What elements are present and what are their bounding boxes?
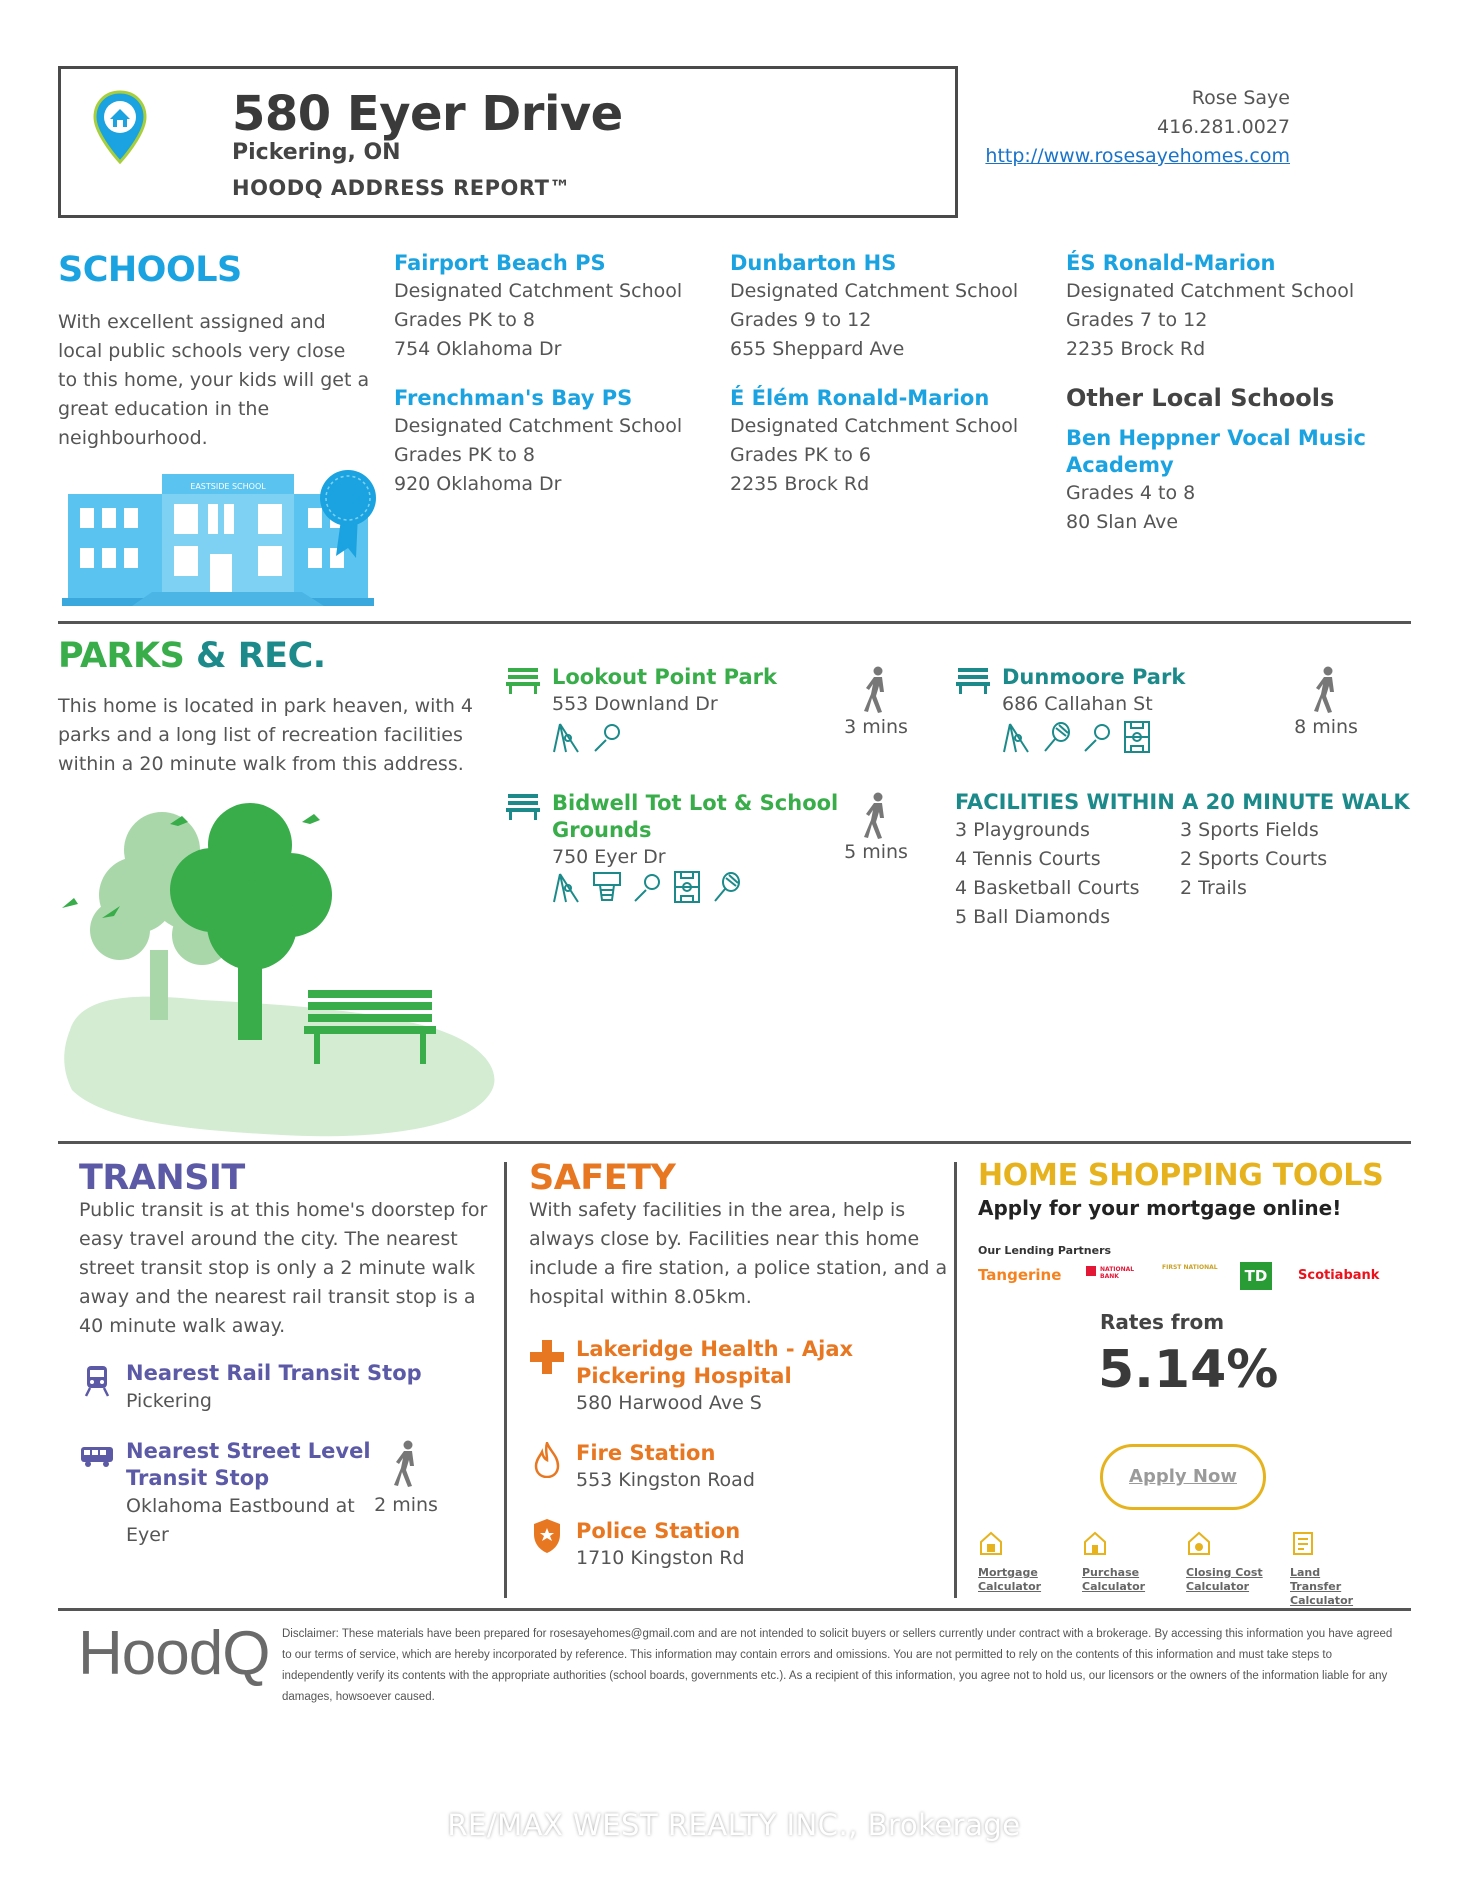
school-card xyxy=(730,250,1060,364)
school-card xyxy=(1066,425,1396,537)
address-city: Pickering, ON xyxy=(232,140,401,165)
school-grades: Grades 9 to 12 xyxy=(730,309,872,331)
basketball-icon xyxy=(592,870,622,904)
report-title: HOODQ ADDRESS REPORT™ xyxy=(232,176,571,200)
closing-cost-icon xyxy=(1186,1530,1212,1556)
school-name[interactable]: Ben Heppner Vocal Music xyxy=(1066,426,1366,450)
park-amenity-icons xyxy=(552,870,742,904)
school-grades: Grades 7 to 12 xyxy=(1066,309,1208,331)
police-station-card xyxy=(576,1518,745,1572)
calculator-label: Mortgage xyxy=(978,1566,1038,1579)
street-stop-label: Transit Stop xyxy=(126,1466,270,1490)
park-bench-icon xyxy=(506,666,540,694)
parks-title xyxy=(58,636,326,676)
calculator-label: Land Transfer xyxy=(1290,1566,1342,1593)
tools-title: HOME SHOPPING TOOLS xyxy=(978,1158,1384,1193)
hospital-name: Lakeridge Health - Ajax xyxy=(576,1337,854,1361)
schools-description: With excellent assigned and local public schools very close to this home, your kids will get a great education in the neighbourhood. xyxy=(58,311,370,449)
rail-stop-value: Pickering xyxy=(126,1390,212,1412)
school-grades: Grades PK to 8 xyxy=(394,444,536,466)
park-card xyxy=(552,790,838,871)
playground-icon xyxy=(552,870,582,904)
rates-label: Rates from xyxy=(1100,1310,1225,1334)
school-name[interactable]: É Élém Ronald-Marion xyxy=(730,386,990,410)
school-type: Designated Catchment School xyxy=(1066,280,1355,302)
land-transfer-icon xyxy=(1290,1530,1316,1556)
brokerage-watermark: RE/MAX WEST REALTY INC., Brokerage xyxy=(447,1808,1021,1842)
facilities-list-right xyxy=(1180,816,1327,903)
school-address: 2235 Brock Rd xyxy=(730,473,870,495)
calculator-label: Calculator xyxy=(1186,1580,1250,1593)
sports-field-icon xyxy=(1122,720,1152,754)
section-divider xyxy=(58,621,1411,624)
school-name[interactable]: ÉS Ronald-Marion xyxy=(1066,251,1276,275)
street-stop-value: Eyer xyxy=(126,1524,169,1546)
footer-divider xyxy=(58,1608,1411,1611)
partners-label: Our Lending Partners xyxy=(978,1244,1112,1257)
fire-station-card xyxy=(576,1440,755,1494)
address-title: 580 Eyer Drive xyxy=(232,86,623,142)
facilities-title: FACILITIES WITHIN A 20 MINUTE WALK xyxy=(955,790,1410,814)
parks-title-a: PARKS xyxy=(58,636,185,676)
hospital-card xyxy=(576,1336,853,1417)
school-card xyxy=(730,385,1060,499)
rail-stop-label: Nearest Rail Transit Stop xyxy=(126,1361,422,1385)
park-card xyxy=(1002,664,1185,718)
school-address: 655 Sheppard Ave xyxy=(730,338,905,360)
street-stop-value: Oklahoma Eastbound at xyxy=(126,1495,355,1517)
facility-item: 3 Sports Fields xyxy=(1180,819,1319,841)
hoodq-logo: HoodQ xyxy=(78,1619,270,1688)
school-name[interactable]: Dunbarton HS xyxy=(730,251,897,275)
partner-logo-tangerine: Tangerine xyxy=(978,1266,1062,1284)
street-stop-card xyxy=(126,1438,371,1550)
school-building-sign: EASTSIDE SCHOOL xyxy=(190,482,266,491)
partner-logo-first-national: FIRST NATIONAL xyxy=(1162,1264,1218,1271)
school-building-illustration xyxy=(62,456,392,616)
playground-icon xyxy=(1002,720,1032,754)
facility-item: 3 Playgrounds xyxy=(955,819,1090,841)
hospital-address: 580 Harwood Ave S xyxy=(576,1392,762,1414)
school-name[interactable]: Fairport Beach PS xyxy=(394,251,606,275)
ball-diamond-icon xyxy=(592,720,622,754)
school-type: Designated Catchment School xyxy=(730,415,1019,437)
school-grades: Grades 4 to 8 xyxy=(1066,482,1196,504)
school-card xyxy=(394,385,724,499)
calculator-links xyxy=(978,1530,1398,1607)
park-name[interactable]: Grounds xyxy=(552,818,652,842)
walk-time: 5 mins xyxy=(844,841,908,863)
calculator-icon xyxy=(978,1530,1004,1556)
facility-item: 2 Sports Courts xyxy=(1180,848,1328,870)
school-address: 2235 Brock Rd xyxy=(1066,338,1206,360)
fire-icon xyxy=(534,1442,560,1478)
walking-person-icon xyxy=(392,1440,422,1488)
school-grades: Grades PK to 6 xyxy=(730,444,872,466)
walk-time: 2 mins xyxy=(374,1494,438,1516)
safety-description: With safety facilities in the area, help is always close by. Facilities near this home include a fire station, a police station, and a hospital within 8.05km. xyxy=(529,1199,948,1308)
park-name[interactable]: Bidwell Tot Lot & School xyxy=(552,791,839,815)
agent-phone: 416.281.0027 xyxy=(1157,116,1290,138)
closing-cost-calculator-link[interactable] xyxy=(1186,1530,1266,1594)
home-pin-icon xyxy=(92,90,148,166)
partner-logo-td: TD xyxy=(1240,1262,1272,1290)
partner-logo-national-bank: NATIONAL BANK xyxy=(1100,1266,1135,1280)
transit-title: TRANSIT xyxy=(79,1158,245,1198)
national-bank-icon xyxy=(1086,1266,1096,1276)
train-icon xyxy=(84,1364,110,1398)
school-name[interactable]: Frenchman's Bay PS xyxy=(394,386,633,410)
column-divider xyxy=(954,1162,957,1598)
park-amenity-icons xyxy=(552,720,622,754)
park-amenity-icons xyxy=(1002,720,1152,754)
mortgage-calculator-link[interactable] xyxy=(978,1530,1058,1594)
calculator-label: Calculator xyxy=(978,1580,1042,1593)
facility-item: 4 Basketball Courts xyxy=(955,877,1140,899)
school-card xyxy=(394,250,724,364)
hospital-cross-icon xyxy=(530,1340,564,1374)
walking-person-icon xyxy=(862,792,892,840)
park-address: 686 Callahan St xyxy=(1002,693,1153,715)
park-bench-icon xyxy=(506,792,540,820)
tennis-icon xyxy=(712,870,742,904)
walk-time: 8 mins xyxy=(1294,716,1358,738)
calculator-label: Calculator xyxy=(1082,1580,1146,1593)
calculator-label: Closing Cost xyxy=(1186,1566,1263,1579)
ball-diamond-icon xyxy=(632,870,662,904)
facility-item: 4 Tennis Courts xyxy=(955,848,1101,870)
park-bench-icon xyxy=(956,666,990,694)
partner-logo-scotiabank: Scotiabank xyxy=(1298,1268,1380,1283)
tools-subtitle: Apply for your mortgage online! xyxy=(978,1196,1342,1220)
purchase-calculator-link[interactable] xyxy=(1082,1530,1162,1594)
agent-website-link[interactable]: http://www.rosesayehomes.com xyxy=(985,145,1290,167)
park-address: 553 Downland Dr xyxy=(552,693,718,715)
police-station-address: 1710 Kingston Rd xyxy=(576,1547,745,1569)
school-card xyxy=(1066,250,1396,364)
walking-person-icon xyxy=(1312,666,1342,714)
playground-icon xyxy=(552,720,582,754)
school-address: 754 Oklahoma Dr xyxy=(394,338,562,360)
tennis-icon xyxy=(1042,720,1072,754)
park-address: 750 Eyer Dr xyxy=(552,846,666,868)
agent-name: Rose Saye xyxy=(1191,87,1290,109)
school-address: 80 Slan Ave xyxy=(1066,511,1179,533)
column-divider xyxy=(504,1162,507,1598)
section-divider xyxy=(58,1141,1411,1144)
land-transfer-calculator-link[interactable] xyxy=(1290,1530,1370,1608)
park-illustration xyxy=(62,800,502,1140)
rail-stop-card xyxy=(126,1360,422,1416)
facility-item: 5 Ball Diamonds xyxy=(955,906,1111,928)
school-address: 920 Oklahoma Dr xyxy=(394,473,562,495)
school-type: Designated Catchment School xyxy=(730,280,1019,302)
fire-station-address: 553 Kingston Road xyxy=(576,1469,755,1491)
parks-description: This home is located in park heaven, with 4 parks and a long list of recreation facilities within a 20 minute walk from this address. xyxy=(58,695,474,775)
house-icon xyxy=(1082,1530,1108,1556)
parks-title-b: & REC. xyxy=(196,636,326,676)
sports-field-icon xyxy=(672,870,702,904)
disclaimer-text: Disclaimer: These materials have been prepared for rosesayehomes@gmail.com and are not intended to solicit buyers or sellers currently under contract with a brokerage. By accessing this information you have agreed to our terms of service, which are hereby incorporated by reference. This information may contain errors and omissions. You are not permitted to rely on the contents of this information and must take steps to independently verify its contents with the appropriate authorities (school boards, governments etc.). As a recipient of this information, you agree not to hold us, our licensors or the owners of the information liable for any damages, howsoever caused. xyxy=(282,1628,1393,1703)
hospital-name: Pickering Hospital xyxy=(576,1364,792,1388)
ball-diamond-icon xyxy=(1082,720,1112,754)
transit-description: Public transit is at this home's doorstep for easy travel around the city. The nearest street transit stop is only a 2 minute walk away and the nearest rail transit stop is a 40 minute walk away. xyxy=(79,1199,488,1337)
facilities-list-left xyxy=(955,816,1140,932)
safety-title: SAFETY xyxy=(529,1158,676,1198)
police-station-label: Police Station xyxy=(576,1519,741,1543)
school-name[interactable]: Academy xyxy=(1066,453,1174,477)
school-type: Designated Catchment School xyxy=(394,415,683,437)
park-name[interactable]: Lookout Point Park xyxy=(552,665,778,689)
calculator-label: Purchase xyxy=(1082,1566,1140,1579)
school-grades: Grades PK to 8 xyxy=(394,309,536,331)
bus-icon xyxy=(80,1446,114,1468)
police-badge-icon xyxy=(532,1518,562,1554)
apply-now-button[interactable]: Apply Now xyxy=(1100,1444,1266,1510)
park-card xyxy=(552,664,777,718)
facility-item: 2 Trails xyxy=(1180,877,1247,899)
walk-time: 3 mins xyxy=(844,716,908,738)
other-schools-title: Other Local Schools xyxy=(1066,384,1335,412)
partner-logos xyxy=(978,1262,1398,1296)
fire-station-label: Fire Station xyxy=(576,1441,716,1465)
walking-person-icon xyxy=(862,666,892,714)
park-name[interactable]: Dunmoore Park xyxy=(1002,665,1186,689)
agent-info xyxy=(985,84,1290,171)
street-stop-label: Nearest Street Level xyxy=(126,1439,371,1463)
school-type: Designated Catchment School xyxy=(394,280,683,302)
calculator-label: Calculator xyxy=(1290,1594,1354,1607)
schools-title: SCHOOLS xyxy=(58,250,242,290)
rate-value: 5.14% xyxy=(1098,1340,1279,1400)
